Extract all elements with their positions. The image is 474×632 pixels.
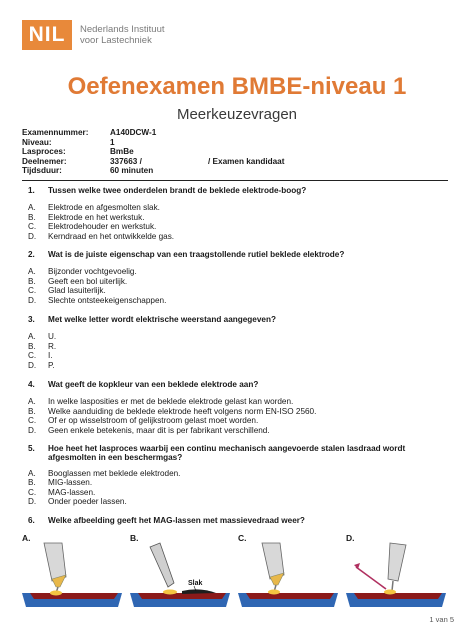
answer-option[interactable]	[28, 342, 448, 351]
image-letter: B.	[130, 533, 139, 543]
question-6	[28, 516, 448, 533]
page-subtitle: Meerkeuzevragen	[176, 106, 298, 123]
question-number: 5.	[28, 444, 35, 453]
answer-option[interactable]	[28, 213, 448, 222]
answer-option[interactable]	[28, 351, 448, 360]
exam-info	[22, 128, 284, 176]
option-text: Slechte ontsteekeigenschappen.	[48, 295, 167, 305]
question-text: Tussen welke twee onderdelen brandt de beklede elektrode-boog?	[48, 186, 307, 195]
logo-text	[80, 24, 165, 46]
answer-option[interactable]	[28, 416, 448, 425]
info-extra: / Examen kandidaat	[208, 156, 285, 166]
info-value: BmBe	[110, 147, 134, 157]
electrode-illustration	[130, 541, 230, 615]
question-4	[28, 380, 448, 435]
answer-option[interactable]	[28, 478, 448, 487]
info-value: 1	[110, 137, 115, 147]
option-letter: C.	[28, 416, 37, 426]
info-row	[22, 157, 284, 167]
image-letter: C.	[238, 533, 247, 543]
option-letter: B.	[28, 478, 36, 488]
option-text: Booglassen met beklede elektroden.	[48, 468, 181, 478]
info-row	[22, 147, 284, 157]
answer-option[interactable]	[28, 286, 448, 295]
welding-images	[22, 533, 452, 615]
option-text: Glad lasuiterlijk.	[48, 286, 106, 296]
divider	[22, 180, 448, 181]
option-letter: B.	[28, 406, 36, 416]
option-letter: A.	[28, 332, 36, 342]
page-number: 1 van 5	[429, 615, 454, 624]
option-letter: C.	[28, 286, 37, 296]
answer-option[interactable]	[28, 488, 448, 497]
option-text: Elektrode en het werkstuk.	[48, 212, 145, 222]
info-label: Examennummer:	[22, 128, 89, 137]
answer-option[interactable]	[28, 407, 448, 416]
option-letter: D.	[28, 497, 37, 507]
image-letter: A.	[22, 533, 31, 543]
logo-mark: NIL	[22, 20, 72, 50]
option-text: In welke lasposities er met de beklede elektrode gelast kan worden.	[48, 397, 294, 407]
answer-option[interactable]	[28, 361, 448, 370]
question-number: 3.	[28, 315, 35, 324]
option-text: Of er op wisselstroom of gelijkstroom gelast moet worden.	[48, 416, 259, 426]
option-letter: D.	[28, 360, 37, 370]
question-number: 1.	[28, 186, 35, 195]
option-letter: D.	[28, 425, 37, 435]
image-option-d[interactable]	[346, 533, 446, 615]
question-2	[28, 250, 448, 305]
info-value: 337663 /	[110, 156, 142, 166]
option-letter: A.	[28, 267, 36, 277]
question-number: 6.	[28, 516, 35, 525]
option-text: MAG-lassen.	[48, 487, 96, 497]
option-text: Geeft een bol uiterlijk.	[48, 276, 128, 286]
info-label: Tijdsduur:	[22, 166, 62, 176]
question-text: Met welke letter wordt elektrische weerstand aangegeven?	[48, 315, 276, 324]
option-text: Bijzonder vochtgevoelig.	[48, 267, 137, 277]
info-row	[22, 166, 284, 176]
question-text: Welke afbeelding geeft het MAG-lassen met massievedraad weer?	[48, 516, 305, 525]
info-value: A140DCW-1	[110, 128, 157, 137]
option-text: Elektrodehouder en werkstuk.	[48, 222, 157, 232]
option-letter: B.	[28, 276, 36, 286]
option-letter: A.	[28, 397, 36, 407]
option-letter: A.	[28, 203, 36, 213]
question-text: Hoe heet het lasproces waarbij een continu mechanisch aangevoerde stalen lasdraad wordt afgesmolten in een beschermgas?	[48, 444, 406, 463]
question-text: Wat is de juiste eigenschap van een traagstollende rutiel beklede elektrode?	[48, 250, 345, 259]
option-letter: C.	[28, 351, 37, 361]
option-text: I.	[48, 351, 53, 361]
option-letter: A.	[28, 468, 36, 478]
question-1	[28, 186, 448, 241]
answer-option[interactable]	[28, 222, 448, 231]
nil-logo	[22, 20, 165, 50]
question-3	[28, 315, 448, 370]
option-text: R.	[48, 341, 57, 351]
option-letter: B.	[28, 212, 36, 222]
option-text: MIG-lassen.	[48, 478, 93, 488]
info-row	[22, 128, 284, 138]
info-label: Deelnemer:	[22, 156, 67, 166]
info-value: 60 minuten	[110, 166, 154, 176]
page-title: Oefenexamen BMBE-niveau 1	[67, 73, 407, 100]
option-text: Onder poeder lassen.	[48, 497, 127, 507]
info-label: Niveau:	[22, 137, 52, 147]
question-number: 4.	[28, 380, 35, 389]
option-letter: D.	[28, 295, 37, 305]
answer-option[interactable]	[28, 497, 448, 506]
option-letter: D.	[28, 231, 37, 241]
logo-line-2: voor Lastechniek	[80, 35, 152, 46]
mig-torch-illustration	[238, 541, 338, 615]
option-text: P.	[48, 360, 55, 370]
option-text: U.	[48, 332, 57, 342]
answer-option[interactable]	[28, 203, 448, 212]
image-option-a[interactable]	[22, 533, 122, 615]
answer-option[interactable]	[28, 332, 448, 341]
option-letter: C.	[28, 222, 37, 232]
answer-option[interactable]	[28, 469, 448, 478]
image-option-b[interactable]	[130, 533, 230, 615]
option-text: Elektrode en afgesmolten slak.	[48, 203, 160, 213]
answer-option[interactable]	[28, 397, 448, 406]
image-letter: D.	[346, 533, 355, 543]
info-label: Lasproces:	[22, 147, 66, 157]
logo-line-1: Nederlands Instituut	[80, 24, 165, 35]
answer-option[interactable]	[28, 277, 448, 286]
option-text: Welke aanduiding de beklede elektrode heeft volgens norm EN-ISO 2560.	[48, 406, 317, 416]
answer-option[interactable]	[28, 267, 448, 276]
slag-label: Slak	[188, 580, 203, 587]
answer-option[interactable]	[28, 296, 448, 305]
mig-torch-illustration	[22, 541, 122, 615]
option-letter: C.	[28, 487, 37, 497]
option-letter: B.	[28, 341, 36, 351]
info-row	[22, 138, 284, 148]
question-text: Wat geeft de kopkleur van een beklede elektrode aan?	[48, 380, 259, 389]
question-5	[28, 444, 448, 506]
answer-option[interactable]	[28, 426, 448, 435]
answer-option[interactable]	[28, 232, 448, 241]
image-option-c[interactable]	[238, 533, 338, 615]
option-text: Kerndraad en het ontwikkelde gas.	[48, 231, 175, 241]
question-number: 2.	[28, 250, 35, 259]
option-text: Geen enkele betekenis, maar dit is per fabrikant verschillend.	[48, 425, 270, 435]
tig-torch-illustration	[346, 541, 446, 615]
